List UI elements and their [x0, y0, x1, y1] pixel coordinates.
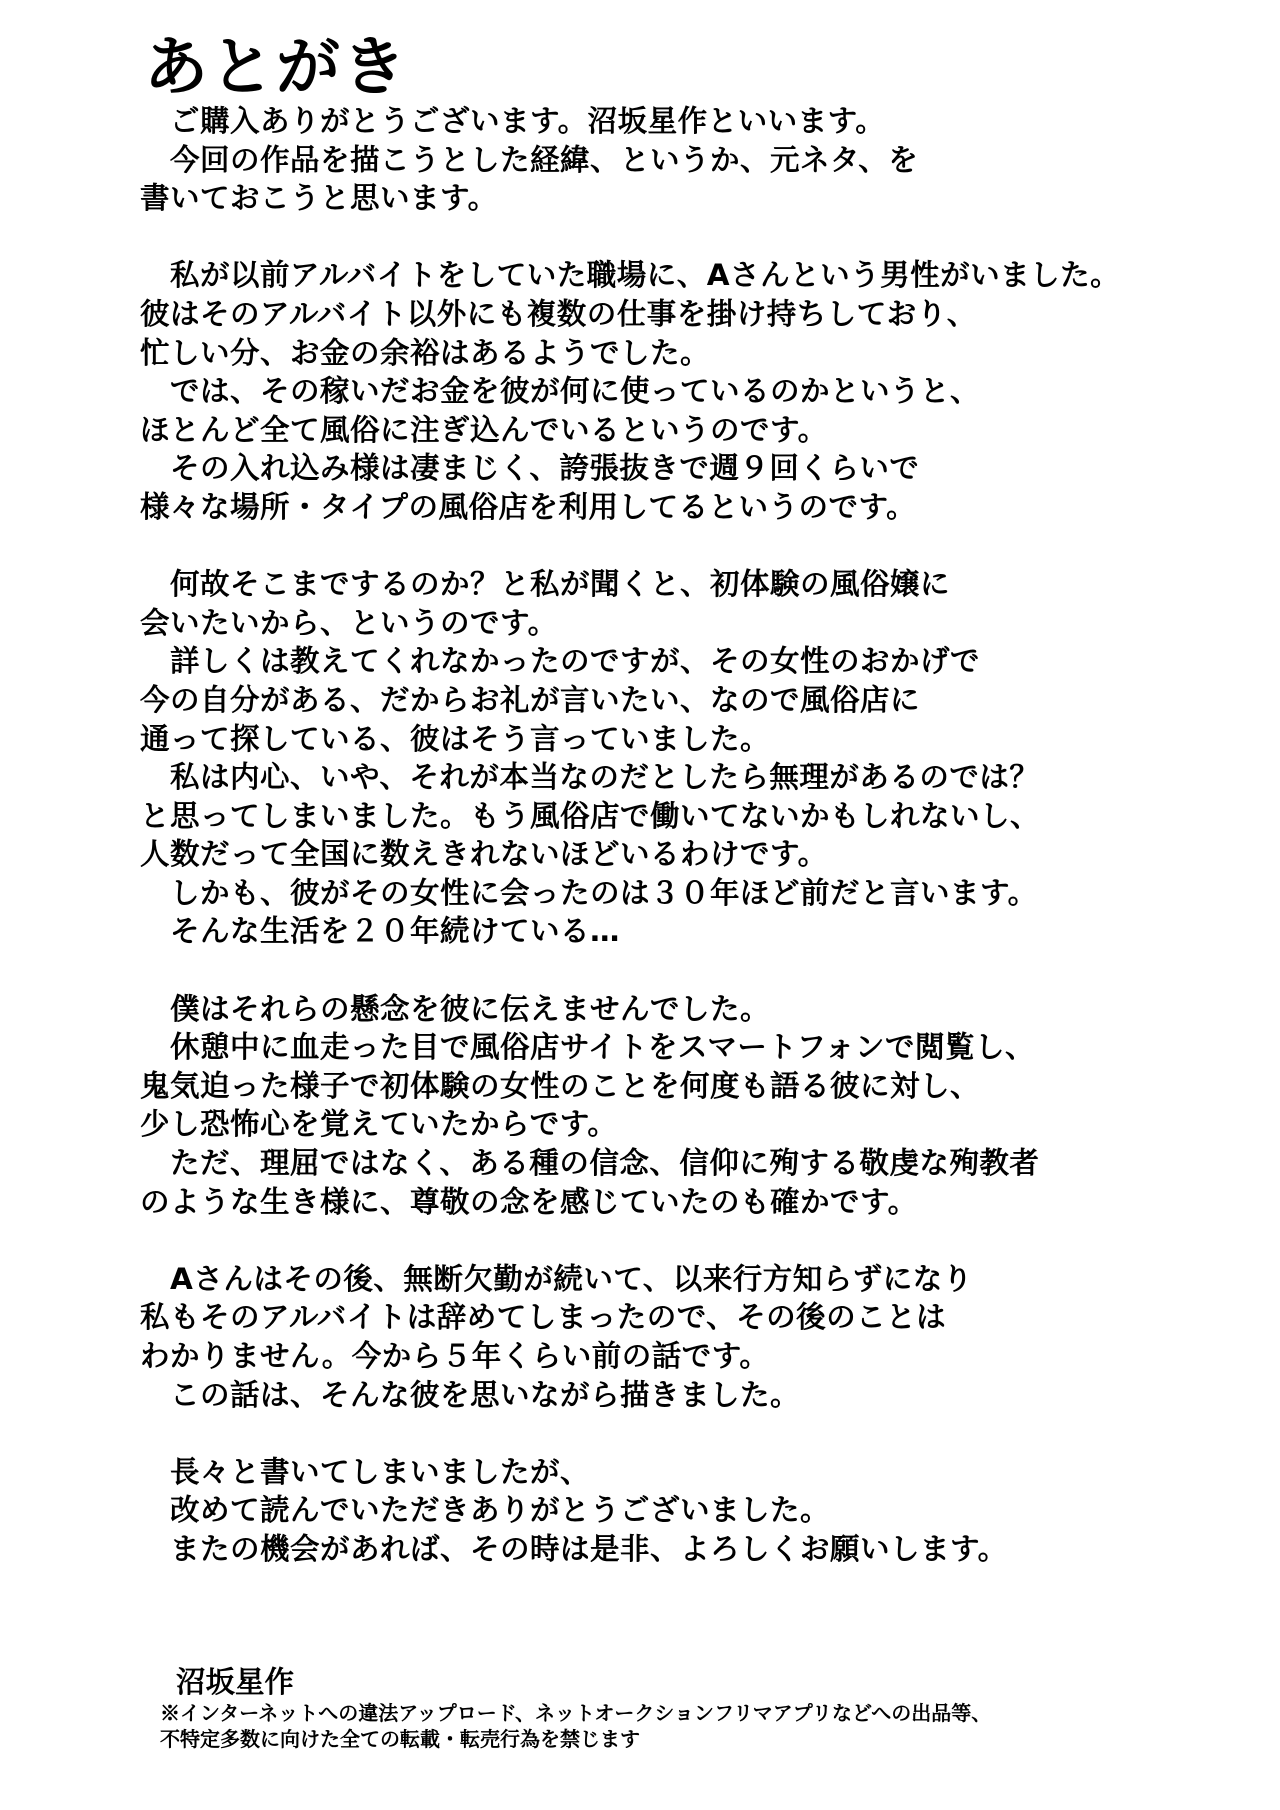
- paragraph-break: [140, 527, 1250, 566]
- paragraph-break: [140, 951, 1250, 990]
- body-line: Aさんはその後、無断欠勤が続いて、以来行方知らずになり: [140, 1261, 973, 1296]
- paragraph-break: [140, 1414, 1250, 1453]
- notice-line: ※インターネットへの違法アップロード、ネットオークションフリマアプリなどへの出品等、: [160, 1701, 992, 1725]
- body-line: 様々な場所・タイプの風俗店を利用してるというのです。: [140, 489, 917, 524]
- body-line: 詳しくは教えてくれなかったのですが、その女性のおかげで: [140, 644, 981, 679]
- body-line: 私もそのアルバイトは辞めてしまったので、その後のことは: [140, 1300, 947, 1335]
- paragraph-break: [140, 1221, 1250, 1260]
- body-line: ほとんど全て風俗に注ぎ込んでいるというのです。: [140, 412, 828, 447]
- body-line: 休憩中に血走った目で風俗店サイトをスマートフォンで閲覧し、: [140, 1030, 1035, 1065]
- body-line: 書いておこうと思います。: [140, 181, 498, 216]
- body-line: ただ、理屈ではなく、ある種の信念、信仰に殉する敬虔な殉教者: [140, 1146, 1040, 1181]
- body-line: 会いたいから、というのです。: [140, 605, 558, 640]
- body-line: わかりません。今から５年くらい前の話です。: [140, 1339, 770, 1373]
- body-line: 鬼気迫った様子で初体験の女性のことを何度も語る彼に対し、: [140, 1068, 981, 1103]
- body-line: 今の自分がある、だからお礼が言いたい、なので風俗店に: [140, 682, 921, 717]
- body-line: 少し恐怖心を覚えていたからです。: [140, 1107, 618, 1142]
- body-line: 忙しい分、お金の余裕はあるようでした。: [140, 335, 711, 370]
- body-line: またの機会があれば、その時は是非、よろしくお願いします。: [140, 1531, 1008, 1566]
- paragraph-break: [140, 218, 1250, 257]
- body-line: では、その稼いだお金を彼が何に使っているのかというと、: [140, 374, 981, 409]
- body-line: 今回の作品を描こうとした経緯、というか、元ネタ、を: [140, 142, 919, 177]
- body-line: 長々と書いてしまいましたが、: [140, 1454, 591, 1489]
- page-title: あとがき: [144, 30, 408, 105]
- body-line: 彼はそのアルバイト以外にも複数の仕事を掛け持ちしており、: [140, 296, 977, 331]
- body-line: と思ってしまいました。もう風俗店で働いてないかもしれないし、: [140, 798, 1041, 833]
- body-line: 人数だって全国に数えきれないほどいるわけです。: [140, 837, 828, 872]
- afterword-body: [140, 102, 1250, 1569]
- body-line: 私は内心、いや、それが本当なのだとしたら無理があるのでは？: [140, 760, 1040, 795]
- body-line: 僕はそれらの懸念を彼に伝えませんでした。: [140, 991, 771, 1026]
- body-line: 通って探している、彼はそう言っていました。: [140, 721, 771, 756]
- body-line: その入れ込み様は凄まじく、誇張抜きで週９回くらいで: [140, 451, 920, 486]
- body-line: ご購入ありがとうございます。沼坂星作といいます。: [140, 104, 886, 138]
- author-signature: 沼坂星作: [176, 1665, 295, 1699]
- copyright-notice: [160, 1700, 991, 1752]
- body-line: 改めて読んでいただきありがとうございました。: [140, 1493, 831, 1528]
- body-line: 何故そこまでするのか？と私が聞くと、初体験の風俗嬢に: [140, 567, 951, 602]
- body-line: しかも、彼がその女性に会ったのは３０年ほど前だと言います。: [140, 875, 1038, 910]
- notice-line: 不特定多数に向けた全ての転載・転売行為を禁じます: [160, 1727, 640, 1751]
- body-line: のような生き様に、尊敬の念を感じていたのも確かです。: [140, 1184, 918, 1219]
- body-line: 私が以前アルバイトをしていた職場に、Aさんという男性がいました。: [140, 258, 1121, 293]
- body-line: この話は、そんな彼を思いながら描きました。: [140, 1377, 801, 1412]
- body-line: そんな生活を２０年続けている…: [140, 914, 621, 949]
